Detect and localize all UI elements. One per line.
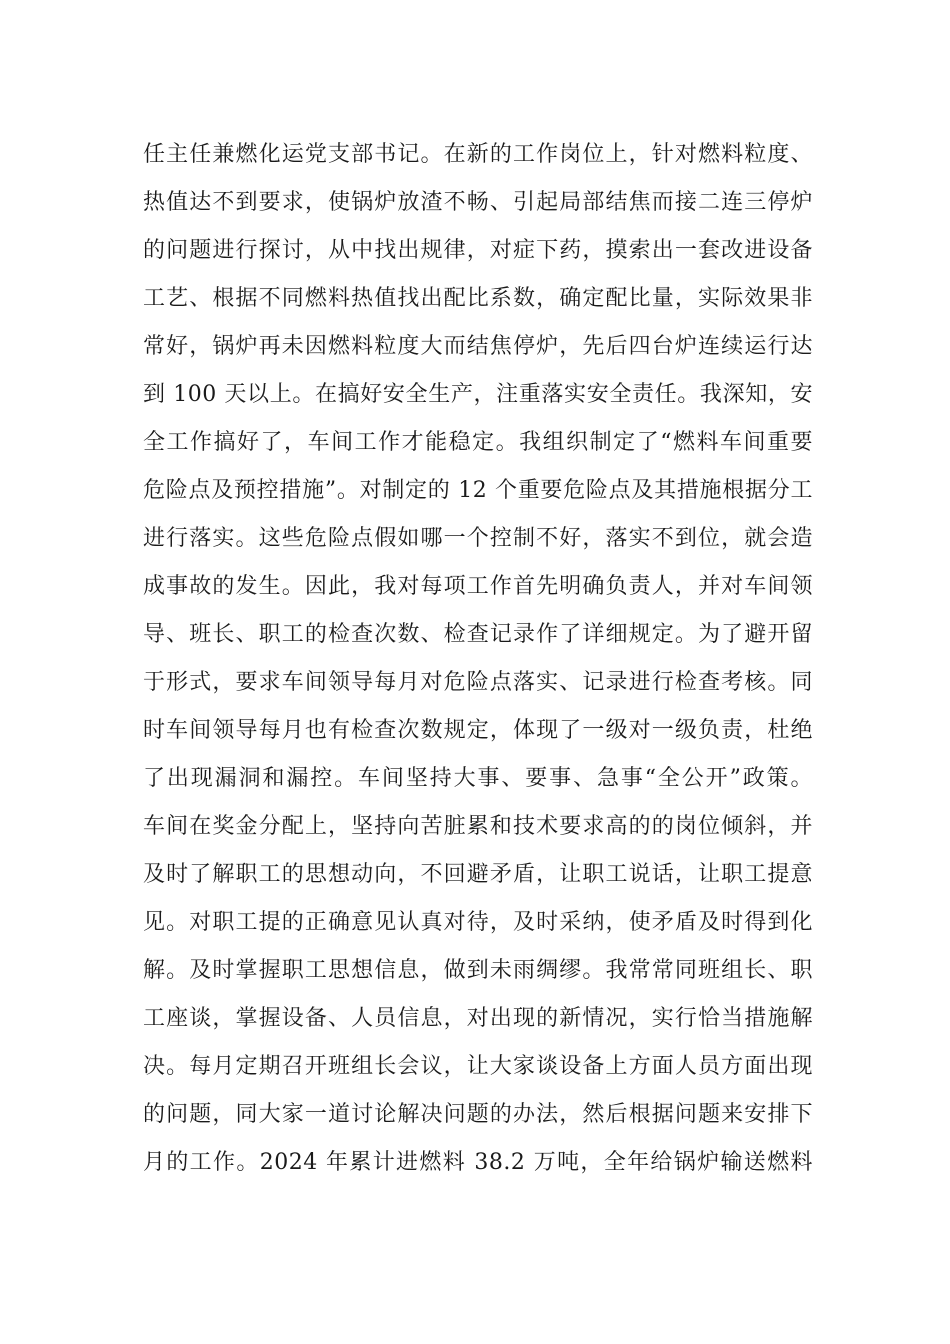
text-line: 任主任兼燃化运党支部书记。在新的工作岗位上，针对燃料粒度、 — [143, 142, 813, 167]
text-line: 解。及时掌握职工思想信息，做到未雨绸缪。我常常同班组长、职 — [143, 958, 813, 983]
text-line: 进行落实。这些危险点假如哪一个控制不好，落实不到位，就会造 — [143, 526, 813, 551]
text-line: 热值达不到要求，使锅炉放渣不畅、引起局部结焦而接二连三停炉 — [143, 190, 813, 215]
text-line: 决。每月定期召开班组长会议，让大家谈设备上方面人员方面出现 — [143, 1054, 813, 1079]
text-line: 及时了解职工的思想动向，不回避矛盾，让职工说话，让职工提意 — [143, 862, 813, 887]
text-line: 常好，锅炉再未因燃料粒度大而结焦停炉，先后四台炉连续运行达 — [143, 334, 813, 359]
text-line: 的问题进行探讨，从中找出规律，对症下药，摸索出一套改进设备 — [143, 238, 813, 263]
text-line: 到 100 天以上。在搞好安全生产，注重落实安全责任。我深知，安 — [143, 382, 813, 407]
text-line: 于形式，要求车间领导每月对危险点落实、记录进行检查考核。同 — [143, 670, 813, 695]
text-line: 危险点及预控措施”。对制定的 12 个重要危险点及其措施根据分工 — [143, 478, 813, 503]
text-line: 了出现漏洞和漏控。车间坚持大事、要事、急事“全公开”政策。 — [143, 766, 813, 791]
text-line: 工艺、根据不同燃料热值找出配比系数，确定配比量，实际效果非 — [143, 286, 813, 311]
text-line: 月的工作。2024 年累计进燃料 38.2 万吨，全年给锅炉输送燃料 — [143, 1150, 813, 1175]
body-text — [143, 131, 813, 1187]
text-line: 成事故的发生。因此，我对每项工作首先明确负责人，并对车间领 — [143, 574, 813, 599]
text-line: 全工作搞好了，车间工作才能稳定。我组织制定了“燃料车间重要 — [143, 430, 813, 455]
text-line: 导、班长、职工的检查次数、检查记录作了详细规定。为了避开留 — [143, 622, 813, 647]
text-line: 工座谈，掌握设备、人员信息，对出现的新情况，实行恰当措施解 — [143, 1006, 813, 1031]
text-line: 车间在奖金分配上，坚持向苦脏累和技术要求高的的岗位倾斜，并 — [143, 814, 813, 839]
text-line: 时车间领导每月也有检查次数规定，体现了一级对一级负责，杜绝 — [143, 718, 813, 743]
text-line: 的问题，同大家一道讨论解决问题的办法，然后根据问题来安排下 — [143, 1102, 813, 1127]
text-line: 见。对职工提的正确意见认真对待，及时采纳，使矛盾及时得到化 — [143, 910, 813, 935]
